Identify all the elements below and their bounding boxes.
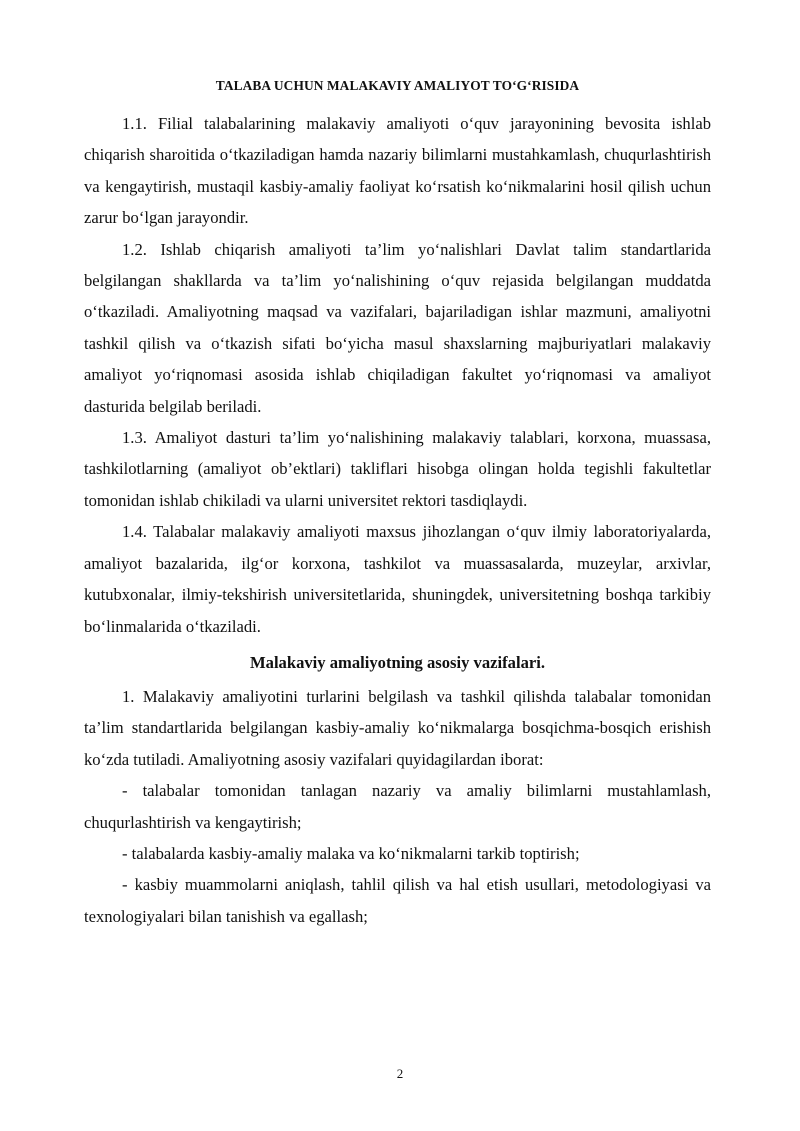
paragraph-1-4: 1.4. Talabalar malakaviy amaliyoti maxsus jihozlangan o‘quv ilmiy laboratoriyalarda, amaliyot bazalarida, ilg‘or korxona, tashkilot va muassasalarda, muzeylar, arxivlar, kutubxonalar, ilmiy-tekshirish universitetlarida, shuningdek, universitetning boshqa tarkibiy bo‘linmalarida o‘tkaziladi. xyxy=(84,522,711,636)
section-heading: Malakaviy amaliyotning asosiy vazifalari. xyxy=(249,652,545,672)
list-item: - talabalarda kasbiy-amaliy malaka va ko‘nikmalarni tarkib toptirish; xyxy=(122,843,580,863)
paragraph-tasks-intro: 1. Malakaviy amaliyotini turlarini belgilash va tashkil qilishda talabalar tomonidan ta’lim standartlarida belgilangan kasbiy-amaliy ko‘nikmalarga bosqichma-bosqich erishish ko‘zda tutiladi. Amaliyotning asosiy vazifalari quyidagilardan iborat: xyxy=(84,686,711,769)
document-title: TALABA UCHUN MALAKAVIY AMALIYOT TO‘G‘RISIDA xyxy=(215,78,580,93)
document-page xyxy=(84,76,711,932)
list-item: - talabalar tomonidan tanlagan nazariy va amaliy bilimlarni mustahlamlash, chuqurlashtirish va kengaytirish; xyxy=(84,781,711,832)
paragraph-1-1: 1.1. Filial talabalarining malakaviy amaliyoti o‘quv jarayonining bevosita ishlab chiqarish sharoitida o‘tkaziladigan hamda nazariy bilimlarni mustahkamlash, chuqurlashtirish va kengaytirish, mustaqil kasbiy-amaliy faoliyat ko‘rsatish ko‘nikmalarini hosil qilish uchun zarur bo‘lgan jarayondir. xyxy=(84,114,711,228)
list-item: - kasbiy muammolarni aniqlash, tahlil qilish va hal etish usullari, metodologiyasi va texnologiyalari bilan tanishish va egallash; xyxy=(84,875,711,926)
paragraph-1-3: 1.3. Amaliyot dasturi ta’lim yo‘nalishining malakaviy talablari, korxona, muassasa, tashkilotlarning (amaliyot ob’ektlari) takliflari hisobga olingan holda tegishli fakultetlar tomonidan ishlab chikiladi va ularni universitet rektori tasdiqlaydi. xyxy=(84,428,711,510)
page-number: 2 xyxy=(396,1066,404,1081)
paragraph-1-2: 1.2. Ishlab chiqarish amaliyoti ta’lim yo‘nalishlari Davlat talim standartlarida belgilangan shakllarda va ta’lim yo‘nalishining o‘quv rejasida belgilangan muddatda o‘tkaziladi. Amaliyotning maqsad va vazifalari, bajariladigan ishlar mazmuni, amaliyotni tashkil qilish va o‘tkazish sifati bo‘yicha masul shaxslarning majburiyatlari malakaviy amaliyot yo‘riqnomasi asosida ishlab chiqiladigan fakultet yo‘riqnomasi va amaliyot dasturida belgilab beriladi. xyxy=(84,239,711,416)
